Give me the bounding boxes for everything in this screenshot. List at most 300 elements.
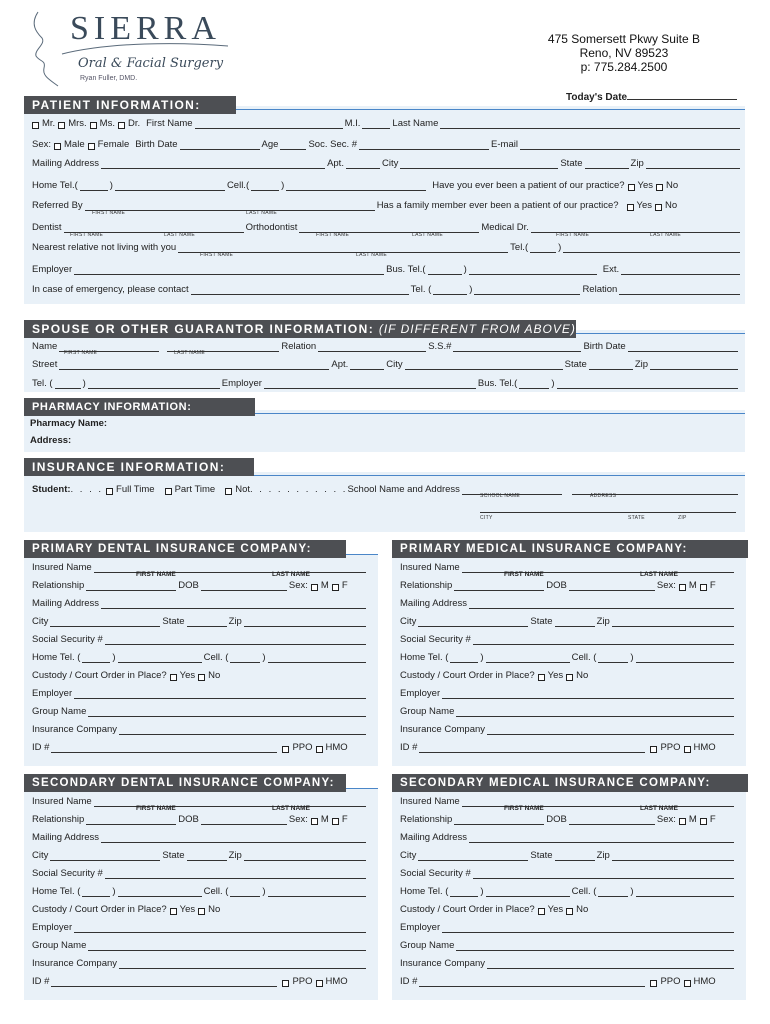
state-label: State xyxy=(560,158,583,169)
box-checkbox[interactable] xyxy=(311,818,318,825)
box-field[interactable] xyxy=(569,581,655,591)
box-last-small: LAST NAME xyxy=(272,571,310,578)
box-label-relationship: Relationship xyxy=(32,814,85,825)
box-label-sex: Sex: xyxy=(288,814,308,825)
box-row-relationship xyxy=(32,814,366,825)
been-patient-no-checkbox[interactable] xyxy=(656,184,663,191)
box-row-id xyxy=(32,976,366,987)
state-field[interactable] xyxy=(585,159,629,169)
box-checkbox[interactable] xyxy=(679,584,686,591)
box-field[interactable] xyxy=(569,815,655,825)
first-name-field[interactable] xyxy=(195,119,343,129)
cell-field[interactable] xyxy=(286,181,426,191)
email-field[interactable] xyxy=(520,140,740,150)
spouse-tel-field[interactable] xyxy=(88,379,220,389)
box-field[interactable] xyxy=(442,923,734,933)
box-label-m: M xyxy=(688,580,697,591)
yes-label: Yes xyxy=(636,200,653,211)
city-small: CITY xyxy=(480,515,493,521)
box-row-insured-name xyxy=(400,562,734,573)
zip-field[interactable] xyxy=(646,159,740,169)
box-label-paren-close: ) xyxy=(112,652,116,663)
box-field[interactable] xyxy=(119,959,366,969)
box-field[interactable] xyxy=(94,797,366,807)
box-label-m: M xyxy=(320,580,329,591)
bus-area-field[interactable] xyxy=(428,265,462,275)
spouse-ss-field[interactable] xyxy=(453,342,581,352)
ext-field[interactable] xyxy=(621,265,740,275)
box-label-employer: Employer xyxy=(32,688,73,699)
mailing-label: Mailing Address xyxy=(32,158,100,169)
box-row-insured-name xyxy=(32,562,366,573)
no-label: No xyxy=(665,200,678,211)
box-field[interactable] xyxy=(268,653,366,663)
full-time-checkbox[interactable] xyxy=(106,488,113,495)
box-label-dob: DOB xyxy=(546,580,567,591)
mrs-label: Mrs. xyxy=(68,118,87,129)
box-label-zip: Zip xyxy=(228,850,242,861)
box-field[interactable] xyxy=(612,617,734,627)
spouse-employer-label: Employer xyxy=(221,378,262,389)
box-label-paren-close: ) xyxy=(480,886,484,897)
box-row-city xyxy=(32,850,366,861)
family-no-checkbox[interactable] xyxy=(655,204,662,211)
box-checkbox[interactable] xyxy=(700,584,707,591)
spouse-first-small: FIRST NAME xyxy=(64,350,98,356)
box-label-company: Insurance Company xyxy=(32,724,118,735)
paren: ) xyxy=(469,284,473,295)
box-field[interactable] xyxy=(187,851,227,861)
box-field[interactable] xyxy=(118,887,202,897)
box-label-id: ID # xyxy=(32,742,50,753)
patient-row-address xyxy=(32,158,740,169)
been-patient-yes-checkbox[interactable] xyxy=(628,184,635,191)
bus-tel-label: Bus. Tel.( xyxy=(386,264,426,275)
box-field[interactable] xyxy=(612,851,734,861)
box-checkbox[interactable] xyxy=(198,674,205,681)
last-name-label: Last Name xyxy=(392,118,439,129)
box-last-small: LAST NAME xyxy=(640,805,678,812)
box-field[interactable] xyxy=(419,977,645,987)
emergency-area-field[interactable] xyxy=(433,285,467,295)
mr-checkbox[interactable] xyxy=(32,122,39,129)
been-patient-label: Have you ever been a patient of our practice? xyxy=(432,180,625,191)
md-last-small: LAST NAME xyxy=(650,232,681,238)
box-field[interactable] xyxy=(230,653,260,663)
todays-date-label: Today's Date xyxy=(566,92,628,103)
box-field[interactable] xyxy=(201,581,287,591)
email-label: E-mail xyxy=(491,139,518,150)
box-field[interactable] xyxy=(450,887,478,897)
box-field[interactable] xyxy=(462,563,734,573)
box-label-insured: Insured Name xyxy=(400,562,460,573)
relation-field[interactable] xyxy=(619,285,740,295)
spouse-row-tel xyxy=(32,378,738,389)
relative-last-small: LAST NAME xyxy=(356,252,387,258)
box-label-ssn: Social Security # xyxy=(32,868,103,879)
box-label-paren-close: ) xyxy=(630,886,634,897)
box-checkbox[interactable] xyxy=(282,980,289,987)
box-row-group-name xyxy=(400,706,734,717)
yes-label: Yes xyxy=(637,180,654,191)
spouse-title-text: SPOUSE OR OTHER GUARANTOR INFORMATION: xyxy=(32,322,375,336)
box-row-insured-name xyxy=(32,796,366,807)
box-row-custody xyxy=(400,670,734,681)
box-field[interactable] xyxy=(86,581,176,591)
box-label-mailing: Mailing Address xyxy=(32,832,100,843)
home-area-field[interactable] xyxy=(80,181,108,191)
spouse-birth-field[interactable] xyxy=(628,342,738,352)
box-field[interactable] xyxy=(88,941,366,951)
paren: ) xyxy=(281,180,285,191)
address-small: ADDRESS xyxy=(590,493,617,499)
box-label-paren-close: ) xyxy=(630,652,634,663)
box-field[interactable] xyxy=(487,725,734,735)
spouse-row-name xyxy=(32,341,738,352)
relative-first-small: FIRST NAME xyxy=(200,252,234,258)
box-checkbox[interactable] xyxy=(538,674,545,681)
spouse-area-field[interactable] xyxy=(55,379,81,389)
spouse-relation-field[interactable] xyxy=(318,342,426,352)
box-row-employer xyxy=(32,922,366,933)
box-row-custody xyxy=(32,904,366,915)
box-label-ppo: PPO xyxy=(660,742,681,753)
box-field[interactable] xyxy=(456,941,734,951)
insurance-box-title: PRIMARY MEDICAL INSURANCE COMPANY: xyxy=(392,540,748,558)
box-field[interactable] xyxy=(105,635,366,645)
not-checkbox[interactable] xyxy=(225,488,232,495)
box-last-small: LAST NAME xyxy=(640,571,678,578)
box-label-ppo: PPO xyxy=(292,976,313,987)
box-field[interactable] xyxy=(101,833,366,843)
emergency-tel-label: Tel. ( xyxy=(410,284,432,295)
box-field[interactable] xyxy=(450,653,478,663)
spouse-name-label: Name xyxy=(32,341,58,352)
box-field[interactable] xyxy=(74,689,366,699)
box-label-company: Insurance Company xyxy=(32,958,118,969)
box-field[interactable] xyxy=(268,887,366,897)
pharmacy-name: Pharmacy Name: xyxy=(30,418,108,429)
spouse-tel-label: Tel. ( xyxy=(32,378,53,389)
spouse-zip-field[interactable] xyxy=(650,360,738,370)
emergency-tel-field[interactable] xyxy=(474,285,580,295)
relative-tel-field[interactable] xyxy=(563,243,740,253)
box-checkbox[interactable] xyxy=(332,818,339,825)
box-first-small: FIRST NAME xyxy=(504,571,544,578)
box-label-group: Group Name xyxy=(400,706,455,717)
box-row-insurance-company xyxy=(400,724,734,735)
box-field[interactable] xyxy=(105,869,366,879)
spouse-employer-field[interactable] xyxy=(264,379,476,389)
box-label-paren-close: ) xyxy=(262,652,266,663)
referred-field[interactable] xyxy=(85,201,375,211)
box-checkbox[interactable] xyxy=(316,746,323,753)
box-field[interactable] xyxy=(94,563,366,573)
box-row-ssn xyxy=(32,634,366,645)
box-field[interactable] xyxy=(51,977,277,987)
spouse-title xyxy=(24,320,576,338)
box-label-zip: Zip xyxy=(596,616,610,627)
box-label-custody: Custody / Court Order in Place? xyxy=(400,670,535,681)
box-label-home-tel: Home Tel. ( xyxy=(32,886,81,897)
relative-area-field[interactable] xyxy=(530,243,556,253)
part-time-checkbox[interactable] xyxy=(165,488,172,495)
employer-label: Employer xyxy=(32,264,73,275)
box-field[interactable] xyxy=(598,887,628,897)
box-field[interactable] xyxy=(636,887,734,897)
box-checkbox[interactable] xyxy=(566,674,573,681)
box-label-state: State xyxy=(162,616,185,627)
box-label-insured: Insured Name xyxy=(400,796,460,807)
spouse-street-label: Street xyxy=(32,359,58,370)
box-field[interactable] xyxy=(82,887,110,897)
address-line1: 475 Somersett Pkwy Suite B xyxy=(547,32,700,46)
box-row-relationship xyxy=(400,814,734,825)
box-label-no: No xyxy=(208,670,221,681)
box-field[interactable] xyxy=(201,815,287,825)
box-field[interactable] xyxy=(50,617,160,627)
box-field[interactable] xyxy=(555,851,595,861)
box-label-no: No xyxy=(576,904,589,915)
spouse-zip-label: Zip xyxy=(634,359,649,370)
box-label-ssn: Social Security # xyxy=(400,634,471,645)
box-field[interactable] xyxy=(555,617,595,627)
box-checkbox[interactable] xyxy=(170,908,177,915)
patient-row-employer xyxy=(32,264,740,275)
box-row-custody xyxy=(32,670,366,681)
box-label-dob: DOB xyxy=(546,814,567,825)
box-checkbox[interactable] xyxy=(650,746,657,753)
apt-field[interactable] xyxy=(346,159,380,169)
box-label-yes: Yes xyxy=(547,904,564,915)
box-field[interactable] xyxy=(230,887,260,897)
todays-date xyxy=(566,90,737,103)
box-label-zip: Zip xyxy=(228,616,242,627)
dentist-label: Dentist xyxy=(32,222,62,233)
box-field[interactable] xyxy=(469,599,734,609)
spouse-row-street xyxy=(32,359,738,370)
box-field[interactable] xyxy=(101,599,366,609)
mi-field[interactable] xyxy=(362,119,390,129)
referred-label: Referred By xyxy=(32,200,83,211)
first-name-label: First Name xyxy=(146,118,193,129)
medical-dr-label: Medical Dr. xyxy=(481,222,529,233)
box-field[interactable] xyxy=(74,923,366,933)
school-label: School Name and Address xyxy=(347,484,460,495)
box-row-mailing-address xyxy=(400,598,734,609)
spouse-bus-area-field[interactable] xyxy=(519,379,549,389)
box-checkbox[interactable] xyxy=(684,980,691,987)
box-field[interactable] xyxy=(119,725,366,735)
box-label-group: Group Name xyxy=(32,706,87,717)
box-label-employer: Employer xyxy=(400,688,441,699)
school-city-field[interactable] xyxy=(480,512,736,513)
box-field[interactable] xyxy=(50,851,160,861)
box-label-id: ID # xyxy=(32,976,50,987)
box-row-insured-name xyxy=(400,796,734,807)
box-label-yes: Yes xyxy=(179,904,196,915)
mailing-field[interactable] xyxy=(101,159,325,169)
box-field[interactable] xyxy=(418,851,528,861)
box-label-ppo: PPO xyxy=(660,976,681,987)
box-label-group: Group Name xyxy=(32,940,87,951)
box-label-relationship: Relationship xyxy=(400,580,453,591)
box-checkbox[interactable] xyxy=(311,584,318,591)
box-checkbox[interactable] xyxy=(566,908,573,915)
box-field[interactable] xyxy=(456,707,734,717)
box-row-employer xyxy=(32,688,366,699)
family-yes-checkbox[interactable] xyxy=(627,204,634,211)
last-name-field[interactable] xyxy=(440,119,740,129)
box-checkbox[interactable] xyxy=(700,818,707,825)
birth-date-field[interactable] xyxy=(180,140,260,150)
ms-label: Ms. xyxy=(99,118,115,129)
box-field[interactable] xyxy=(454,815,544,825)
logo-brand: SIERRA xyxy=(70,10,221,47)
box-label-city: City xyxy=(32,850,49,861)
box-row-group-name xyxy=(400,940,734,951)
dentist-first-small: FIRST NAME xyxy=(70,232,104,238)
box-checkbox[interactable] xyxy=(650,980,657,987)
box-field[interactable] xyxy=(244,617,366,627)
box-label-cell: Cell. ( xyxy=(203,652,229,663)
box-field[interactable] xyxy=(598,653,628,663)
box-field[interactable] xyxy=(86,815,176,825)
box-label-m: M xyxy=(320,814,329,825)
ortho-first-small: FIRST NAME xyxy=(316,232,350,238)
box-field[interactable] xyxy=(88,707,366,717)
box-label-no: No xyxy=(208,904,221,915)
box-label-state: State xyxy=(530,850,553,861)
box-checkbox[interactable] xyxy=(679,818,686,825)
paren: ) xyxy=(109,180,113,191)
box-checkbox[interactable] xyxy=(684,746,691,753)
box-label-f: F xyxy=(709,580,716,591)
spouse-last-small: LAST NAME xyxy=(174,350,205,356)
box-row-ssn xyxy=(32,868,366,879)
box-row-insurance-company xyxy=(400,958,734,969)
box-label-hmo: HMO xyxy=(693,742,716,753)
bus-tel-field[interactable] xyxy=(469,265,597,275)
cell-area-field[interactable] xyxy=(251,181,279,191)
box-field[interactable] xyxy=(473,635,734,645)
spouse-city-field[interactable] xyxy=(405,360,563,370)
spouse-apt-field[interactable] xyxy=(350,360,384,370)
box-label-paren-close: ) xyxy=(112,886,116,897)
box-field[interactable] xyxy=(473,869,734,879)
practice-address xyxy=(548,32,700,74)
box-checkbox[interactable] xyxy=(170,674,177,681)
box-field[interactable] xyxy=(469,833,734,843)
box-label-no: No xyxy=(576,670,589,681)
box-checkbox[interactable] xyxy=(538,908,545,915)
age-field[interactable] xyxy=(280,140,306,150)
city-field[interactable] xyxy=(400,159,558,169)
mr-label: Mr. xyxy=(42,118,56,129)
box-checkbox[interactable] xyxy=(282,746,289,753)
box-checkbox[interactable] xyxy=(198,908,205,915)
patient-title: PATIENT INFORMATION: xyxy=(24,96,236,114)
box-row-home-tel xyxy=(32,652,366,663)
box-row-home-tel xyxy=(400,652,734,663)
box-row-mailing-address xyxy=(32,832,366,843)
box-label-insured: Insured Name xyxy=(32,796,92,807)
todays-date-field[interactable] xyxy=(627,90,737,100)
male-checkbox[interactable] xyxy=(54,143,61,150)
spouse-apt-label: Apt. xyxy=(331,359,349,370)
zip-small: ZIP xyxy=(678,515,687,521)
female-checkbox[interactable] xyxy=(88,143,95,150)
box-row-insurance-company xyxy=(32,958,366,969)
box-field[interactable] xyxy=(487,959,734,969)
employer-field[interactable] xyxy=(74,265,384,275)
spouse-bus-field[interactable] xyxy=(557,379,739,389)
mrs-checkbox[interactable] xyxy=(58,122,65,129)
phone: p: 775.284.2500 xyxy=(580,60,668,74)
city-label: City xyxy=(381,158,399,169)
full-time-label: Full Time xyxy=(116,484,155,495)
dr-checkbox[interactable] xyxy=(118,122,125,129)
paren: ) xyxy=(558,242,562,253)
box-field[interactable] xyxy=(187,617,227,627)
box-field[interactable] xyxy=(486,653,570,663)
spouse-state-field[interactable] xyxy=(589,360,633,370)
emergency-field[interactable] xyxy=(191,285,409,295)
box-row-id xyxy=(32,742,366,753)
box-label-mailing: Mailing Address xyxy=(400,832,468,843)
box-label-city: City xyxy=(32,616,49,627)
ssn-field[interactable] xyxy=(359,140,489,150)
referred-last-small: LAST NAME xyxy=(246,210,277,216)
box-field[interactable] xyxy=(442,689,734,699)
box-field[interactable] xyxy=(462,797,734,807)
insurance-panel xyxy=(24,472,745,532)
spouse-street-field[interactable] xyxy=(59,360,329,370)
sex-label: Sex: xyxy=(32,139,52,150)
box-field[interactable] xyxy=(244,851,366,861)
box-field[interactable] xyxy=(636,653,734,663)
box-field[interactable] xyxy=(118,653,202,663)
box-label-city: City xyxy=(400,616,417,627)
box-label-id: ID # xyxy=(400,742,418,753)
box-checkbox[interactable] xyxy=(316,980,323,987)
box-field[interactable] xyxy=(82,653,110,663)
box-label-cell: Cell. ( xyxy=(571,652,597,663)
box-label-home-tel: Home Tel. ( xyxy=(400,886,449,897)
dentist-last-small: LAST NAME xyxy=(164,232,195,238)
spouse-relation-label: Relation xyxy=(281,341,317,352)
box-label-employer: Employer xyxy=(32,922,73,933)
no-label: No xyxy=(666,180,679,191)
patient-row-name xyxy=(32,118,740,129)
box-field[interactable] xyxy=(418,617,528,627)
box-first-small: FIRST NAME xyxy=(136,805,176,812)
home-tel-field[interactable] xyxy=(115,181,225,191)
box-label-custody: Custody / Court Order in Place? xyxy=(400,904,535,915)
patient-row-emergency xyxy=(32,284,740,295)
patient-row-sex xyxy=(32,139,740,150)
box-field[interactable] xyxy=(419,743,645,753)
box-row-city xyxy=(32,616,366,627)
ms-checkbox[interactable] xyxy=(90,122,97,129)
box-field[interactable] xyxy=(454,581,544,591)
box-field[interactable] xyxy=(486,887,570,897)
box-checkbox[interactable] xyxy=(332,584,339,591)
box-label-cell: Cell. ( xyxy=(203,886,229,897)
box-field[interactable] xyxy=(51,743,277,753)
paren: ) xyxy=(463,264,467,275)
insurance-box-title: SECONDARY DENTAL INSURANCE COMPANY: xyxy=(24,774,346,792)
